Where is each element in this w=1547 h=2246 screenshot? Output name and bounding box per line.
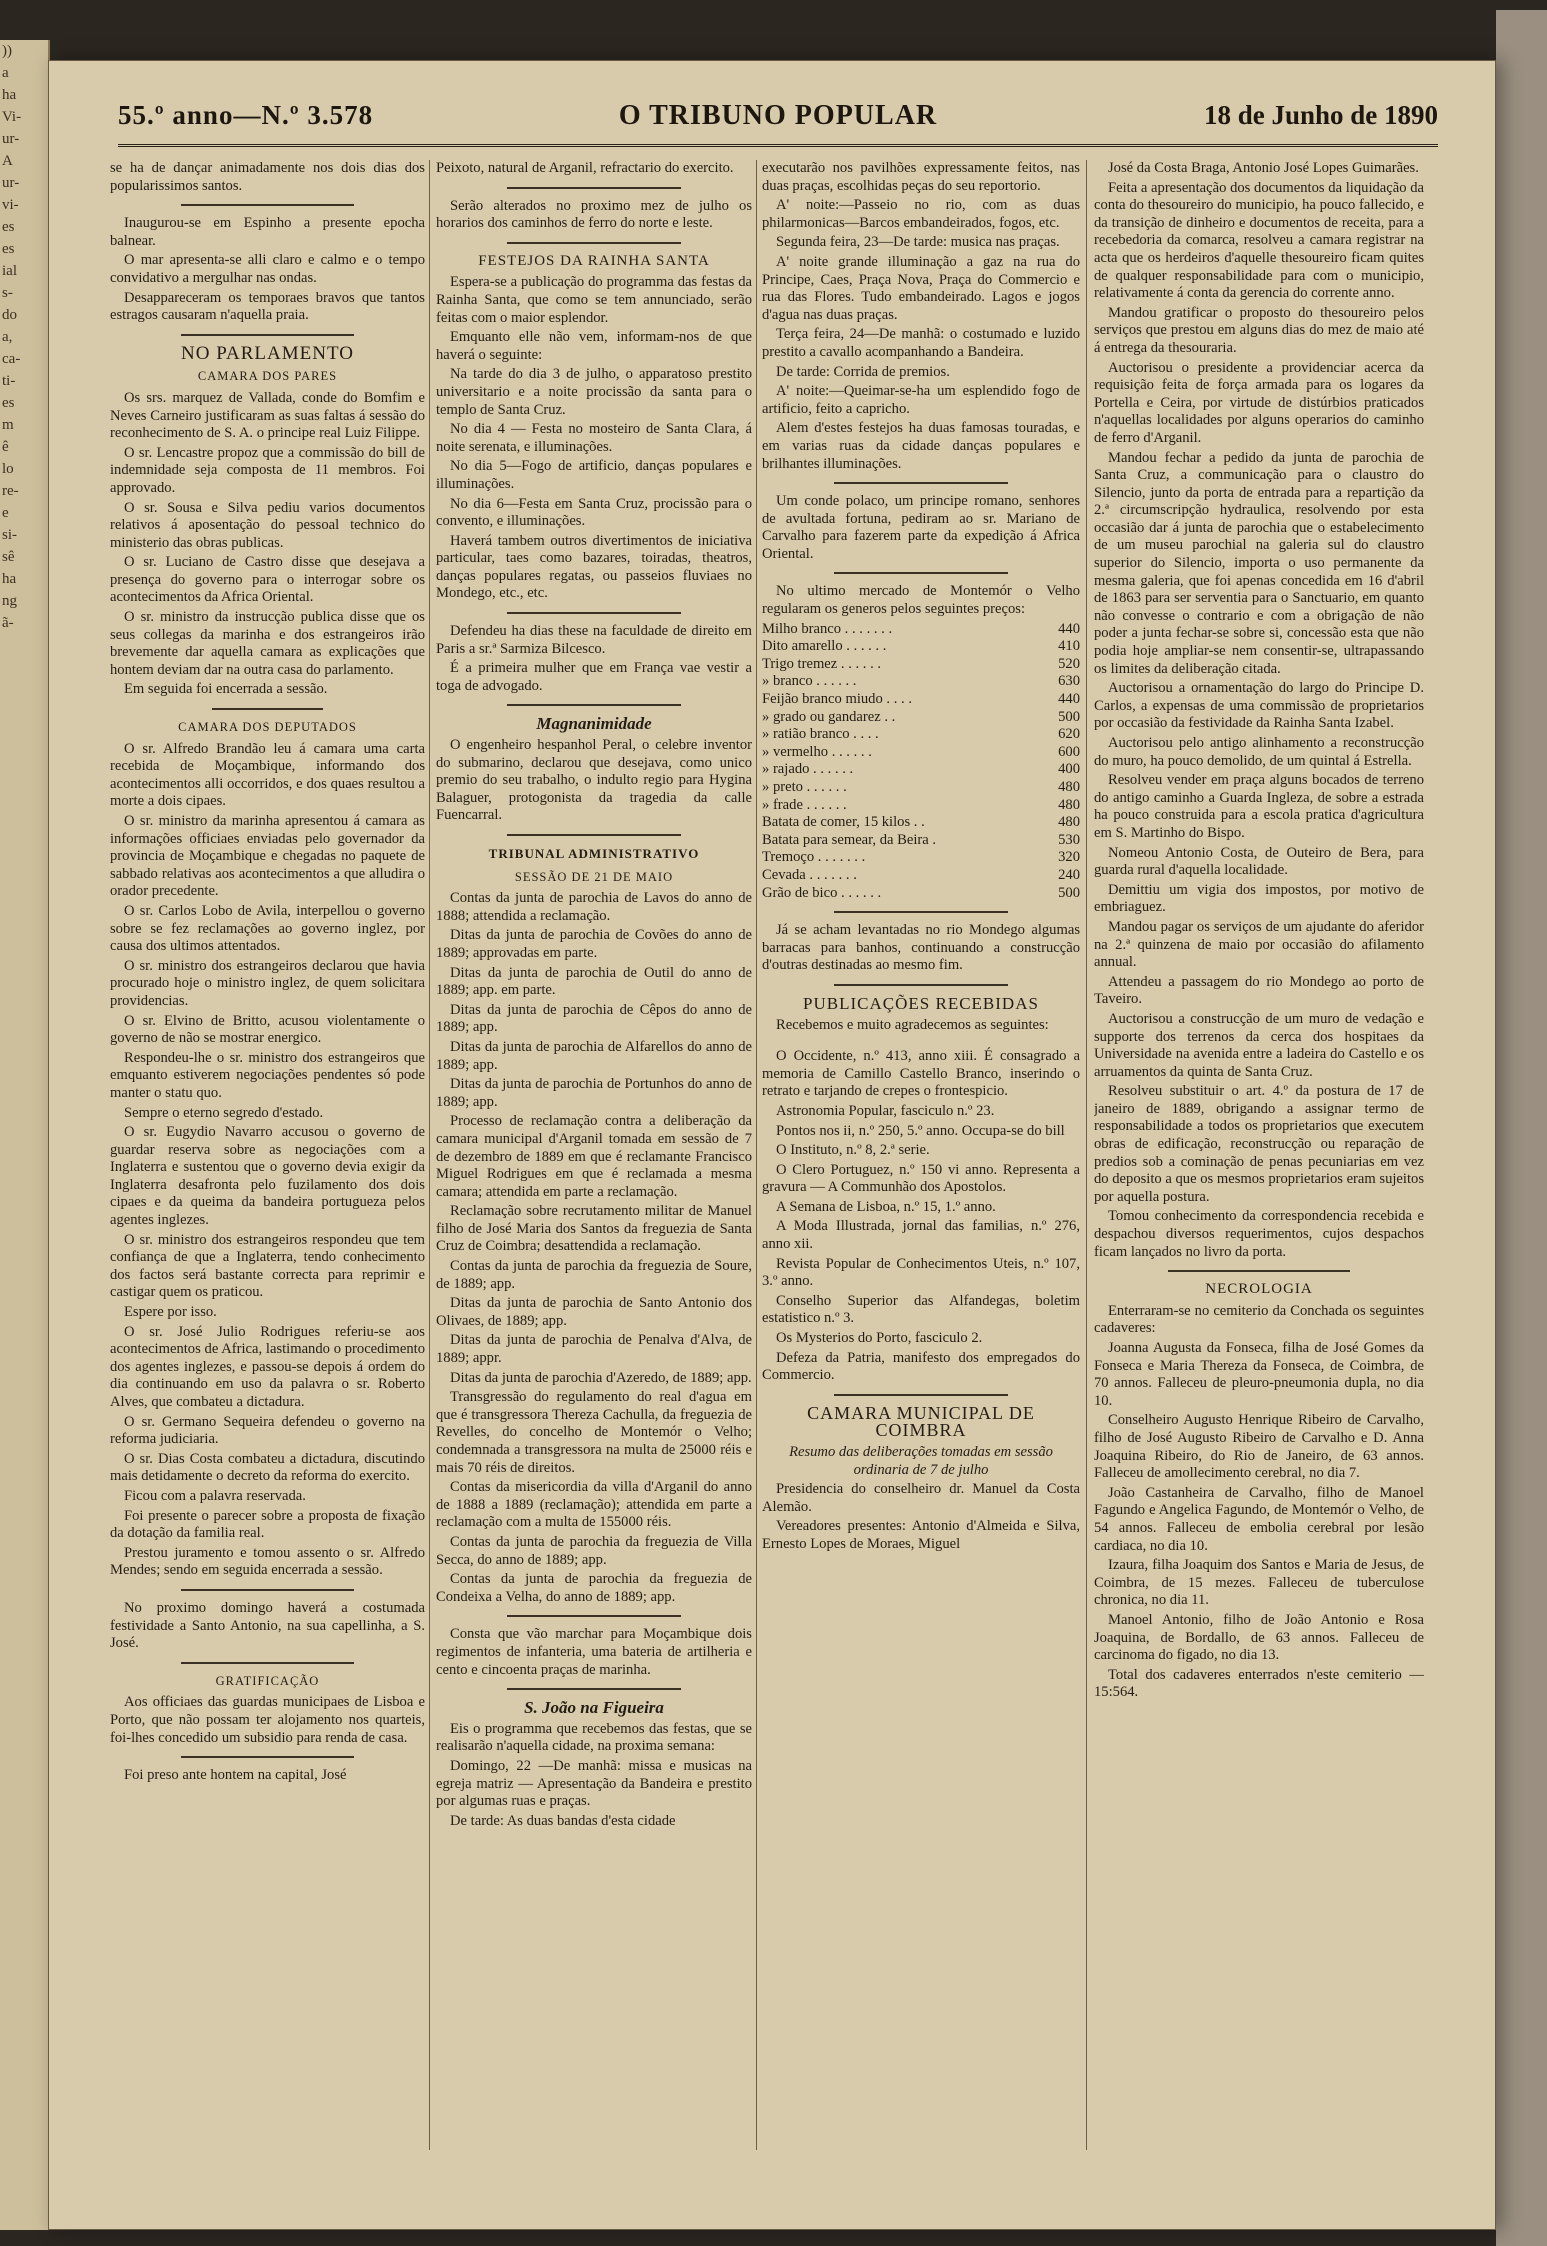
- paragraph: executarão nos pavilhões expressamente feitos, nas duas praças, escolhidas peças do seu reportorio.: [762, 160, 1080, 194]
- paragraph: Terça feira, 24—De manhã: o costumado e luzido prestito a cavallo acompanhando a Bandeira.: [762, 326, 1080, 360]
- edge-fragment: ha: [2, 571, 17, 587]
- separator: [1168, 1270, 1350, 1272]
- right-page-edge: [1496, 10, 1547, 2246]
- column-3: [762, 160, 1080, 2190]
- column-1: [110, 160, 425, 2190]
- column-2: [436, 160, 752, 2190]
- paragraph: Ditas da junta de parochia de Covões do anno de 1889; approvadas em parte.: [436, 927, 752, 961]
- price-row: [762, 761, 1080, 779]
- paragraph: O sr. José Julio Rodrigues referiu-se aos acontecimentos de Africa, lastimando o procedimento dos agentes inglezes, e passou-se depois á ordem do dia continuando em uso da palavra o sr. Roberto Alves, que combateu a dictadura.: [110, 1323, 425, 1410]
- paragraph: Ditas da junta de parochia de Penalva d'Alva, de 1889; appr.: [436, 1332, 752, 1367]
- newspaper-page: [48, 60, 1496, 2230]
- separator: [507, 1615, 681, 1617]
- paragraph: De tarde: Corrida de premios.: [776, 363, 950, 380]
- separator: [507, 834, 681, 836]
- edge-fragment: Vi-: [2, 109, 22, 125]
- price-value: 500: [1058, 708, 1080, 725]
- paragraph: Ditas da junta de parochia de Outil do anno de 1889; app. em parte.: [436, 964, 752, 999]
- price-label: » frade . . . . . .: [762, 796, 847, 813]
- paragraph: Attendeu a passagem do rio Mondego ao porto de Taveiro.: [1094, 973, 1424, 1008]
- price-row: [762, 885, 1080, 903]
- section-heading: CAMARA MUNICIPAL DE COIMBRA: [807, 1402, 1035, 1441]
- paragraph: Transgressão do regulamento do real d'agua em que é transgressora Thereza Cachulla, da freguezia de Revelles, do concelho de Montemór o Velho; condemnada a transgressora na multa de 25000 réis e mais 70 réis de direitos.: [436, 1389, 752, 1476]
- paragraph: Ficou com a palavra reservada.: [124, 1487, 306, 1504]
- paragraph: O engenheiro hespanhol Peral, o celebre inventor do submarino, declarou que desejava, como unico premio do seu trabalho, o indulto regio para Hygina Balaguer, protogonista da tragedia da calle Fuencarral.: [436, 737, 752, 824]
- edge-fragment: es: [2, 395, 15, 411]
- paragraph: Resolveu substituir o art. 4.º da postura de 17 de janeiro de 1889, obrigando a assignar termo de responsabilidade a todos os proprietarios que executem obras de edificação, reconstrucção ou reparação de predios sob a cominação de penas pecuniarias em vez do deposito a que os mesmos proprietarios eram sujeitos por aquella postura.: [1094, 1083, 1424, 1205]
- paragraph: João Castanheira de Carvalho, filho de Manoel Fagundo e Angelica Fagundo, de Montemór o Velho, de 54 annos. Falleceu de embolia cerebral por lesão cardiaca, no dia 10.: [1094, 1484, 1424, 1554]
- separator: [181, 1589, 354, 1591]
- separator: [834, 572, 1009, 574]
- price-table: [762, 621, 1080, 903]
- paragraph: Desappareceram os temporaes bravos que tantos estragos causaram n'aquella praia.: [110, 289, 425, 324]
- price-value: 440: [1058, 620, 1080, 637]
- paragraph: O sr. Carlos Lobo de Avila, interpellou o governo sobre se fez reclamações ao governo inglez, por causa dos ultimos attentados.: [110, 902, 425, 955]
- subsection-heading: SESSÃO DE 21 DE MAIO: [514, 869, 674, 884]
- paragraph: Defeza da Patria, manifesto dos empregados do Commercio.: [762, 1349, 1080, 1384]
- paragraph: Aos officiaes das guardas municipaes de Lisboa e Porto, que não possam ter alojamento nos quarteis, foi-lhes concedido um subsidio para renda de casa.: [110, 1694, 425, 1746]
- festas-list: [762, 197, 1080, 473]
- paragraph: Um conde polaco, um principe romano, senhores de avultada fortuna, pediram ao sr. Mariano de Carvalho para fazerem parte da expedição á Africa Oriental.: [762, 493, 1080, 562]
- section-heading: S. João na Figueira: [524, 1698, 664, 1718]
- price-label: » preto . . . . . .: [762, 779, 847, 795]
- paragraph: Total dos cadaveres enterrados n'este cemiterio —15:564.: [1094, 1666, 1424, 1701]
- paragraph: No proximo domingo haverá a costumada festividade a Santo Antonio, na sua capellinha, a S. José.: [110, 1599, 425, 1652]
- edge-fragment: sê: [2, 549, 15, 565]
- edge-fragment: ca-: [2, 351, 21, 367]
- edge-fragment: es: [2, 219, 15, 235]
- separator: [212, 708, 322, 710]
- price-row: [762, 691, 1080, 709]
- paragraph: Contas da junta de parochia da freguezia de Soure, de 1889; app.: [436, 1258, 752, 1292]
- paragraph: Contas da junta de parochia da freguezia de Villa Secca, do anno de 1889; app.: [436, 1533, 752, 1568]
- paragraph: Contas da misericordia da villa d'Arganil do anno de 1888 a 1889 (reclamação); attendida em parte a reclamação com a multa de 155000 réis.: [436, 1479, 752, 1531]
- price-row: [762, 849, 1080, 867]
- paragraph: Espera-se a publicação do programma das festas da Rainha Santa, que como se tem annunciado, serão feitas com o maior esplendor.: [436, 274, 752, 326]
- price-row: [762, 779, 1080, 797]
- issue-number: 55.º anno—N.º 3.578: [118, 100, 374, 130]
- paragraph: Revista Popular de Conhecimentos Uteis, n.º 107, 3.º anno.: [762, 1255, 1080, 1290]
- paragraph: Eis o programma que recebemos das festas, que se realisarão n'aquella cidade, na proxima semana:: [436, 1720, 752, 1755]
- paragraph: se ha de dançar animadamente nos dois dias dos popularissimos santos.: [110, 160, 425, 194]
- paragraph: No dia 6—Festa em Santa Cruz, procissão para o convento, e illuminações.: [436, 495, 752, 530]
- price-value: 530: [1058, 831, 1080, 848]
- price-row: [762, 673, 1080, 691]
- paragraph: Vereadores presentes: Antonio d'Almeida e Silva, Ernesto Lopes de Moraes, Miguel: [762, 1518, 1080, 1552]
- paragraph: No ultimo mercado de Montemór o Velho regularam os generos pelos seguintes preços:: [762, 583, 1080, 618]
- separator: [507, 1688, 681, 1690]
- price-label: » ratião branco . . . .: [762, 726, 879, 743]
- edge-fragment: re-: [2, 483, 19, 499]
- paragraph: Conselheiro Augusto Henrique Ribeiro de Carvalho, filho de José Augusto Ribeiro de Carvalho e D. Anna Joaquina Ribeiro, do Rio de Janeiro, de 63 annos. Falleceu de amollecimento cerebral, no dia 7.: [1094, 1412, 1424, 1482]
- price-value: 500: [1058, 884, 1080, 901]
- price-row: [762, 638, 1080, 656]
- price-value: 600: [1058, 743, 1080, 760]
- separator: [834, 1394, 1009, 1396]
- edge-fragment: ti-: [2, 373, 16, 389]
- paragraph: Joanna Augusta da Fonseca, filha de José Gomes da Fonseca e Maria Thereza da Fonseca, de Coimbra, de 70 annos. Falleceu de pleuro-pneumonia dupla, no dia 10.: [1094, 1340, 1424, 1409]
- paragraph: O sr. Elvino de Britto, acusou violentamente o governo de não se mostrar energico.: [110, 1012, 425, 1047]
- separator: [507, 242, 681, 244]
- edge-fragment: m: [2, 417, 14, 433]
- paragraph: Resolveu vender em praça alguns bocados de terreno do antigo caminho a Guarda Ingleza, de sobre a estrada ha pouco construida para a escola pratica d'agricultura em S. Martinho do Bispo.: [1094, 772, 1424, 841]
- paragraph: O Occidente, n.º 413, anno xiii. É consagrado a memoria de Camillo Castello Branco, inserindo o retrato e tarjando de crepes o frontespicio.: [762, 1048, 1080, 1100]
- paragraph: Os Mysterios do Porto, fasciculo 2.: [776, 1330, 983, 1347]
- tribunal-list: [436, 890, 752, 1606]
- sjoao-list: [436, 1721, 752, 1831]
- price-label: Batata para semear, da Beira .: [762, 831, 937, 848]
- column-rule: [1086, 160, 1087, 2150]
- paragraph: O sr. ministro dos estrangeiros declarou que havia procurado hoje o ministro inglez, de quem solicitara providencias.: [110, 957, 425, 1009]
- price-label: » vermelho . . . . . .: [762, 743, 872, 760]
- subsection-heading: GRATIFICAÇÃO: [215, 1673, 320, 1688]
- paragraph: O Instituto, n.º 8, 2.ª serie.: [776, 1142, 930, 1159]
- price-label: Grão de bico . . . . . .: [762, 884, 882, 901]
- price-value: 410: [1058, 638, 1080, 655]
- paragraph: Enterraram-se no cemiterio da Conchada os seguintes cadaveres:: [1094, 1302, 1424, 1337]
- paragraph: O sr. ministro da instrucção publica disse que os seus collegas da marinha e dos estrangeiros irão brevemente dar aquella camara as explicações que hontem deviam dar na outra casa do parlamento.: [110, 609, 425, 678]
- paragraph: Contas da junta de parochia de Lavos do anno de 1888; attendida a reclamação.: [436, 890, 752, 924]
- section-heading: FESTEJOS DA RAINHA SANTA: [478, 252, 710, 269]
- price-row: [762, 867, 1080, 885]
- price-value: 520: [1058, 655, 1080, 672]
- paragraph: Já se acham levantadas no rio Mondego algumas barracas para banhos, continuando a construcção d'outras destinadas ao mesmo fim.: [762, 922, 1080, 974]
- paragraph: O sr. Luciano de Castro disse que desejava a presença do governo para o interrogar sobre os acontecimentos da Africa Oriental.: [110, 554, 425, 606]
- paragraph: Mandou fechar a pedido da junta de parochia de Santa Cruz, a communicação para o claustro do Silencio, junto da porta de entrada para a repartição da 2.ª circumscripção hydraulica, resolvendo por esta occasião dar á junta de parochia que o estabelecimento de um museu parochial na galeria sul do claustro superior do Silencio, importa o uso permanente da mesma galeria, que foi apenas concedida em 16 d'abril de 1863 para ser serventia para o Sanctuario, em quanto não convesse o contrario e com a obrigação de não poder a junta fechar-se sobre si, concessão esta que não podia hoje ampliar-se nem consentir-se, ultrapassando os limites da deliberação citada.: [1094, 449, 1424, 677]
- pares-list: [110, 390, 425, 699]
- separator: [834, 911, 1009, 913]
- paragraph: Nomeou Antonio Costa, de Outeiro de Bera, para guarda rural d'aquella localidade.: [1094, 844, 1424, 879]
- paragraph: Segunda feira, 23—De tarde: musica nas praças.: [776, 234, 1060, 251]
- price-value: 480: [1058, 814, 1080, 831]
- paragraph: O Clero Portuguez, n.º 150 vi anno. Representa a gravura — A Communhão dos Apostolos.: [762, 1161, 1080, 1196]
- price-value: 480: [1058, 796, 1080, 813]
- left-page-edge: [0, 40, 50, 2230]
- paragraph: Contas da junta de parochia da freguezia de Condeixa a Velha, do anno de 1889; app.: [436, 1571, 752, 1605]
- section-heading: NO PARLAMENTO: [181, 342, 354, 364]
- price-row: [762, 621, 1080, 639]
- paragraph: Presidencia do conselheiro dr. Manuel da Costa Alemão.: [762, 1481, 1080, 1515]
- edge-fragment: ha: [2, 87, 17, 103]
- separator: [181, 334, 354, 336]
- section-heading: PUBLICAÇÕES RECEBIDAS: [803, 993, 1039, 1013]
- price-label: » rajado . . . . . .: [762, 761, 854, 778]
- obituaries-list: [1094, 1340, 1424, 1665]
- paragraph: A Semana de Lisboa, n.º 15, 1.º anno.: [776, 1198, 996, 1215]
- paragraph: O sr. Alfredo Brandão leu á camara uma carta recebida de Moçambique, informando dos acontecimentos alli occorridos, e dos quaes resultou a morte a dois cipaes.: [110, 740, 425, 810]
- paragraph: Emquanto elle não vem, informam-nos de que haverá o seguinte:: [436, 329, 752, 363]
- paragraph: Em seguida foi encerrada a sessão.: [124, 681, 328, 698]
- paragraph: Mandou gratificar o proposto do thesoureiro pelos serviços que prestou em alguns dias do mez de maio até á entrega da thesouraria.: [1094, 304, 1424, 356]
- price-label: Batata de comer, 15 kilos . .: [762, 814, 925, 831]
- paragraph: Auctorisou pelo antigo alinhamento a reconstrucção do muro, ha pouco demolido, de um quintal á Estrella.: [1094, 735, 1424, 769]
- edge-fragment: vi-: [2, 197, 19, 213]
- price-value: 400: [1058, 761, 1080, 778]
- edge-fragment: ng: [2, 593, 17, 609]
- price-row: [762, 797, 1080, 815]
- subsection-heading: CAMARA DOS DEPUTADOS: [178, 720, 357, 735]
- paragraph: Recebemos e muito agradecemos as seguintes:: [776, 1016, 1049, 1033]
- paragraph: Astronomia Popular, fasciculo n.º 23.: [776, 1102, 995, 1119]
- paragraph: Espere por isso.: [124, 1304, 217, 1321]
- paragraph: O mar apresenta-se alli claro e calmo e o tempo convidativo a mergulhar nas ondas.: [110, 252, 425, 286]
- column-rule: [429, 160, 430, 2150]
- column-rule: [756, 160, 757, 2150]
- paragraph: Defendeu ha dias these na faculdade de direito em Paris a sr.ª Sarmiza Bilcesco.: [436, 623, 752, 657]
- paragraph: Ditas da junta de parochia de Portunhos do anno de 1889; app.: [436, 1076, 752, 1110]
- edge-fragment: ur-: [2, 175, 20, 191]
- price-row: [762, 814, 1080, 832]
- separator: [507, 612, 681, 614]
- separator: [181, 1756, 354, 1758]
- edge-fragment: ê: [2, 439, 9, 455]
- paragraph: José da Costa Braga, Antonio José Lopes Guimarães.: [1108, 160, 1419, 176]
- paragraph: Auctorisou a ornamentação do largo do Principe D. Carlos, a expensas de uma commissão de proprietarios por occasião da festividade da Rainha Santa Izabel.: [1094, 680, 1424, 732]
- price-value: 620: [1058, 726, 1080, 743]
- paragraph: Ditas da junta de parochia d'Azeredo, de 1889; app.: [450, 1369, 752, 1386]
- edge-fragment: a,: [2, 329, 13, 345]
- paragraph: O sr. ministro dos estrangeiros respondeu que tem confiança de que a Inglaterra, tendo conhecimento dos factos será bastante correcta para reprimir e castigar quem os praticou.: [110, 1231, 425, 1301]
- price-label: Trigo tremez . . . . . .: [762, 655, 882, 672]
- separator: [181, 204, 354, 206]
- deputados-list: [110, 741, 425, 1580]
- paragraph: O sr. Eugydio Navarro accusou o governo de guardar reserva sobre as negociações com a Inglaterra e sustentou que o governo devia exigir da Inglaterra desafronta pelo fuzilamento dos dois cipaes e da queima da bandeira portugueza pelos agentes inglezes.: [110, 1124, 425, 1229]
- subsection-heading: CAMARA DOS PARES: [197, 369, 338, 384]
- price-label: » branco . . . . . .: [762, 673, 857, 690]
- paragraph: A' noite:—Passeio no rio, com as duas philarmonicas—Barcos embandeirados, fogos, etc.: [762, 197, 1080, 231]
- festejos-list: [436, 274, 752, 603]
- paragraph: Tomou conhecimento da correspondencia recebida e despachou diversos requerimentos, cujos despachos ficam lançados no livro da porta.: [1094, 1208, 1424, 1260]
- publications-list: [762, 1048, 1080, 1385]
- section-heading: NECROLOGIA: [1205, 1281, 1313, 1298]
- paragraph: Alem d'estes festejos ha duas famosas touradas, e em varias ruas da cidade danças populares e brilhantes illuminações.: [762, 420, 1080, 472]
- price-row: [762, 726, 1080, 744]
- paragraph: O sr. Dias Costa combateu a dictadura, discutindo mais detidamente o decreto da reforma do exercito.: [110, 1450, 425, 1485]
- price-label: Tremoço . . . . . . .: [762, 849, 866, 866]
- paragraph: Prestou juramento e tomou assento o sr. Alfredo Mendes; sendo em seguida encerrada a sessão.: [110, 1544, 425, 1579]
- price-value: 480: [1058, 779, 1080, 795]
- paragraph: Foi presente o parecer sobre a proposta de fixação da dotação da familia real.: [110, 1507, 425, 1542]
- price-label: Milho branco . . . . . . .: [762, 620, 893, 637]
- separator: [507, 187, 681, 189]
- price-row: [762, 709, 1080, 727]
- price-value: 440: [1058, 691, 1080, 708]
- paragraph: Demittiu um vigia dos impostos, por motivo de embriaguez.: [1094, 881, 1424, 916]
- edge-fragment: si-: [2, 527, 17, 543]
- section-heading: Magnanimidade: [536, 714, 652, 734]
- paragraph: A Moda Illustrada, jornal das familias, n.º 276, anno xii.: [762, 1218, 1080, 1253]
- paragraph: Feita a apresentação dos documentos da liquidação da conta do thesoureiro do municipio, ha pouco fallecido, e da transição de dinheiro e documentos de receita, para a recebedoria da comarca, resolveu a camara registrar na acta que os herdeiros d'aquelle thesoureiro ficam quites de qualquer responsabilidade para com o municipio, relativamente á conta da gerencia do corrente anno.: [1094, 179, 1424, 302]
- edge-fragment: es: [2, 241, 15, 257]
- paragraph: A' noite grande illuminação a gaz na rua do Principe, Caes, Praça Nova, Praça do Commercio e rua das Flores. Tudo embandeirado. Lagos e jogos d'agua nas duas praças.: [762, 253, 1080, 323]
- separator: [834, 984, 1009, 986]
- edge-fragment: s-: [2, 285, 13, 301]
- paragraph: Processo de reclamação contra a deliberação da camara municipal d'Arganil tomada em sessão de 7 de dezembro de 1889 em que é reclamante Francisco Miguel Rodrigues em que é reclamada a mesma camara; attendida em parte a reclamação.: [436, 1113, 752, 1200]
- newspaper-title: O TRIBUNO POPULAR: [618, 100, 938, 131]
- deliberations-list: [1094, 160, 1424, 1261]
- paragraph: Consta que vão marchar para Moçambique dois regimentos de infanteria, uma bateria de artilheria e cento e cincoenta praças de marinha.: [436, 1626, 752, 1678]
- price-label: Feijão branco miudo . . . .: [762, 691, 912, 708]
- paragraph: Peixoto, natural de Arganil, refractario do exercito.: [436, 160, 734, 176]
- paragraph: O sr. Sousa e Silva pediu varios documentos relativos á aposentação do pessoal technico do ministerio das obras publicas.: [110, 499, 425, 551]
- paragraph: De tarde: As duas bandas d'esta cidade: [450, 1812, 676, 1829]
- paragraph: Pontos nos ii, n.º 250, 5.º anno. Occupa-se do bill: [776, 1122, 1065, 1139]
- edge-fragment: e: [2, 505, 9, 521]
- edge-fragment: ur-: [2, 131, 20, 147]
- paragraph: Ditas da junta de parochia de Cêpos do anno de 1889; app.: [436, 1001, 752, 1036]
- paragraph: Haverá tambem outros divertimentos de iniciativa particular, taes como bazares, toiradas, theatros, danças populares regatas, ou passeios fluviaes no Mondego, etc., etc.: [436, 532, 752, 602]
- paragraph: O sr. Lencastre propoz que a commissão do bill de indemnidade seja composta de 11 membros. Foi approvado.: [110, 444, 425, 496]
- paragraph: Manoel Antonio, filho de João Antonio e Rosa Joaquina, de Bordallo, de 63 annos. Falleceu de carcinoma do figado, no dia 13.: [1094, 1611, 1424, 1664]
- price-row: [762, 832, 1080, 850]
- paragraph: O sr. ministro da marinha apresentou á camara as informações officiaes enviadas pelo governador da provincia de Moçambique e chegadas no paquete de sabbado relativas aos acontecimentos a que alludira o orador precedente.: [110, 813, 425, 900]
- price-label: » grado ou gandarez . .: [762, 708, 896, 725]
- paragraph: A' noite:—Queimar-se-ha um esplendido fogo de artificio, feito a capricho.: [762, 383, 1080, 417]
- price-value: 240: [1058, 866, 1080, 883]
- edge-fragment: )): [2, 43, 12, 59]
- price-value: 630: [1058, 673, 1080, 690]
- paragraph: Domingo, 22 —De manhã: missa e musicas na egreja matriz — Apresentação da Bandeira e prestito por algumas ruas e praças.: [436, 1757, 752, 1810]
- paragraph: Sempre o eterno segredo d'estado.: [124, 1104, 324, 1121]
- price-row: [762, 744, 1080, 762]
- paragraph: Reclamação sobre recrutamento militar de Manuel filho de José Maria dos Santos da freguezia de Santa Cruz de Coimbra; desattendida a reclamação.: [436, 1203, 752, 1255]
- paragraph: O sr. Germano Sequeira defendeu o governo na reforma judiciaria.: [110, 1413, 425, 1448]
- price-label: Dito amarello . . . . . .: [762, 638, 887, 655]
- paragraph: Auctorisou a construcção de um muro de vedação e supporte dos terrenos da cerca dos hospitaes da Universidade na avenida entre a ladeira do Castello e os arruamentos da quinta de Santa Cruz.: [1094, 1010, 1424, 1080]
- paragraph: No dia 5—Fogo de artificio, danças populares e illuminações.: [436, 458, 752, 492]
- price-value: 320: [1058, 849, 1080, 866]
- issue-date: 18 de Junho de 1890: [1203, 100, 1438, 130]
- paragraph: Os srs. marquez de Vallada, conde do Bomfim e Neves Carneiro justificaram as suas faltas á sessão do reconhecimento de S. A. o principe real Luiz Filippe.: [110, 389, 425, 442]
- edge-fragment: do: [2, 307, 17, 323]
- edge-fragment: ã-: [2, 615, 14, 631]
- separator: [181, 1662, 354, 1664]
- column-4: [1094, 160, 1424, 2190]
- paragraph: Mandou pagar os serviços de um ajudante do aferidor na 2.ª quinzena de maio por occasião do afilamento annual.: [1094, 918, 1424, 971]
- price-label: Cevada . . . . . . .: [762, 866, 857, 883]
- masthead: [118, 100, 1438, 147]
- paragraph: Resumo das deliberações tomadas em sessão ordinaria de 7 de julho: [789, 1444, 1053, 1478]
- edge-fragment: lo: [2, 461, 14, 477]
- paragraph: Izaura, filha Joaquim dos Santos e Maria de Jesus, de Coimbra, de 15 mezes. Falleceu de tuberculose chronica, no dia 11.: [1094, 1557, 1424, 1609]
- edge-fragment: a: [2, 65, 9, 81]
- section-heading: TRIBUNAL ADMINISTRATIVO: [488, 846, 700, 861]
- paragraph: Ditas da junta de parochia de Alfarellos do anno de 1889; app.: [436, 1038, 752, 1073]
- paragraph: Auctorisou o presidente a providenciar acerca da requisição feita de força armada para os logares da Portella e Ceira, por virtude de distúrbios praticados n'aquellas localidades por alguns operarios do caminho de ferro d'Arganil.: [1094, 359, 1424, 446]
- edge-fragment: ial: [2, 263, 17, 279]
- paragraph: Na tarde do dia 3 de julho, o apparatoso prestito universitario e a noite procissão da santa para o templo de Santa Cruz.: [436, 366, 752, 418]
- paragraph: Respondeu-lhe o sr. ministro dos estrangeiros que emquanto estiverem negociações pendentes só pode manter o statu quo.: [110, 1049, 425, 1101]
- paragraph: Serão alterados no proximo mez de julho os horarios dos caminhos de ferro do norte e leste.: [436, 197, 752, 232]
- paragraph: No dia 4 — Festa no mosteiro de Santa Clara, á noite serenata, e illuminações.: [436, 421, 752, 455]
- paragraph: Inaugurou-se em Espinho a presente epocha balnear.: [110, 215, 425, 249]
- separator: [834, 482, 1009, 484]
- paragraph: Conselho Superior das Alfandegas, boletim estatistico n.º 3.: [762, 1292, 1080, 1327]
- paragraph: É a primeira mulher que em França vae vestir a toga de advogado.: [436, 660, 752, 694]
- price-row: [762, 656, 1080, 674]
- separator: [507, 704, 681, 706]
- paragraph: Foi preso ante hontem na capital, José: [124, 1767, 347, 1784]
- paragraph: Ditas da junta de parochia de Santo Antonio dos Olivaes, de 1889; app.: [436, 1295, 752, 1329]
- edge-fragment: A: [2, 153, 13, 169]
